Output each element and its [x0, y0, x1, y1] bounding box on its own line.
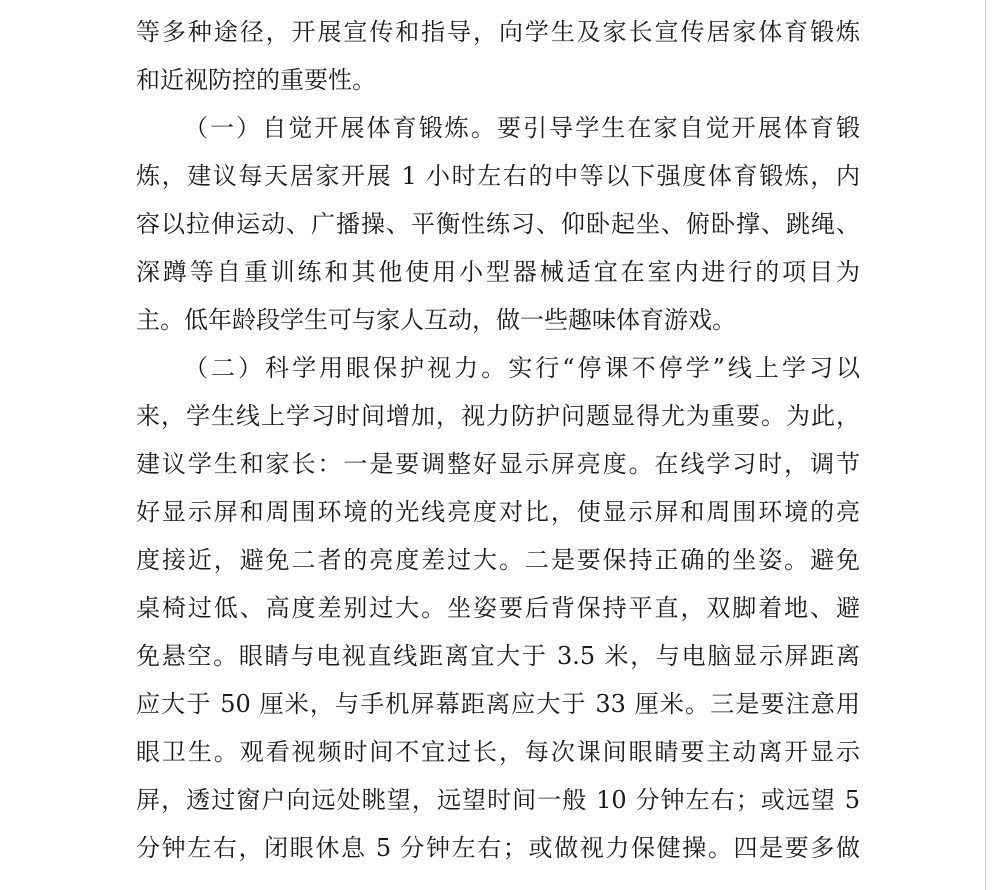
section-heading-line: （一）自觉开展体育锻炼。要引导学生在家自觉开展体育锻 — [184, 114, 860, 142]
text-line: 桌椅过低、高度差别过大。坐姿要后背保持平直，双脚着地、避 — [136, 594, 860, 622]
text-line: 和近视防控的重要性。 — [136, 66, 376, 94]
text-line: 屏，透过窗户向远处眺望，远望时间一般 10 分钟左右；或远望 5 — [136, 786, 860, 814]
text-line: 应大于 50 厘米，与手机屏幕距离应大于 33 厘米。三是要注意用 — [136, 690, 860, 718]
text-line: 度接近，避免二者的亮度差过大。二是要保持正确的坐姿。避免 — [136, 546, 860, 574]
text-line: 容以拉伸运动、广播操、平衡性练习、仰卧起坐、俯卧撑、跳绳、 — [136, 210, 860, 238]
page-edge-divider — [985, 0, 986, 890]
text-line: 深蹲等自重训练和其他使用小型器械适宜在室内进行的项目为 — [136, 258, 860, 286]
text-line: 分钟左右，闭眼休息 5 分钟左右；或做视力保健操。四是要多做 — [136, 834, 860, 862]
text-line: 来，学生线上学习时间增加，视力防护问题显得尤为重要。为此， — [136, 402, 860, 430]
text-line: 建议学生和家长：一是要调整好显示屏亮度。在线学习时，调节 — [136, 450, 860, 478]
text-line: 主。低年龄段学生可与家人互动，做一些趣味体育游戏。 — [136, 306, 736, 334]
text-line: 免悬空。眼睛与电视直线距离宜大于 3.5 米，与电脑显示屏距离 — [136, 642, 860, 670]
section-heading-line: （二）科学用眼保护视力。实行“停课不停学”线上学习以 — [184, 354, 860, 382]
text-line: 等多种途径，开展宣传和指导，向学生及家长宣传居家体育锻炼 — [136, 18, 860, 46]
text-line: 眼卫生。观看视频时间不宜过长，每次课间眼睛要主动离开显示 — [136, 738, 860, 766]
text-line: 炼，建议每天居家开展 1 小时左右的中等以下强度体育锻炼，内 — [136, 162, 860, 190]
text-line: 好显示屏和周围环境的光线亮度对比，使显示屏和周围环境的亮 — [136, 498, 860, 526]
